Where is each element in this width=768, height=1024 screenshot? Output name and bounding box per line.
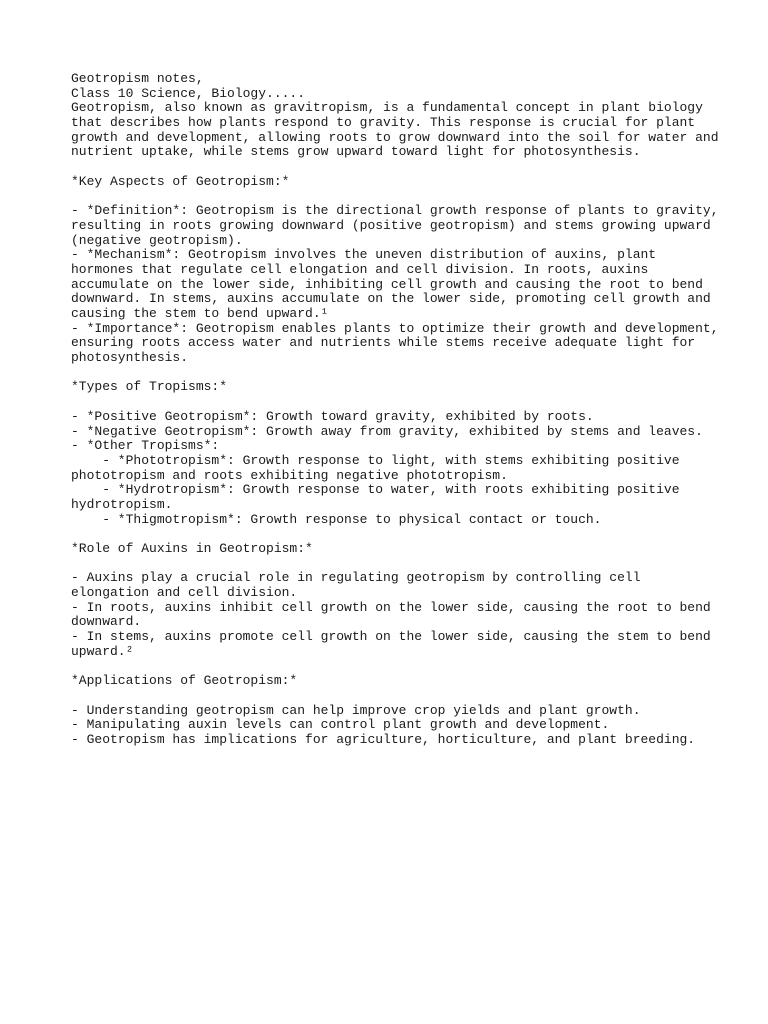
list-item-line: downward. In stems, auxins accumulate on the lower side, promoting cell growth and [71, 291, 711, 307]
doc-subtitle: Class 10 Science, Biology..... [71, 85, 306, 101]
paragraph-line: that describes how plants respond to gravity. This response is crucial for plant [71, 115, 696, 131]
list-item-line: - Auxins play a crucial role in regulating geotropism by controlling cell [71, 570, 641, 586]
list-item-line: photosynthesis. [71, 350, 189, 366]
intro-paragraph [71, 101, 731, 160]
list-item-line: - Understanding geotropism can help improve crop yields and plant growth. [71, 702, 641, 718]
section-role-of-auxins [71, 542, 731, 660]
list-item-line: accumulate on the lower side, inhibiting cell growth and causing the root to bend [71, 276, 703, 292]
spacer [71, 160, 731, 175]
list-item-line: - Geotropism has implications for agriculture, horticulture, and plant breeding. [71, 731, 696, 747]
list-item-line: - *Mechanism*: Geotropism involves the uneven distribution of auxins, plant [71, 247, 657, 263]
list-item-line: - *Importance*: Geotropism enables plants to optimize their growth and development, [71, 320, 719, 336]
list-item-line: ensuring roots access water and nutrients while stems receive adequate light for [71, 335, 696, 351]
section-types-of-tropisms [71, 380, 731, 527]
list-item-line: - In stems, auxins promote cell growth on the lower side, causing the stem to bend [71, 629, 711, 645]
spacer [71, 395, 731, 410]
list-item-line: downward. [71, 614, 142, 630]
spacer [71, 366, 731, 381]
section-heading: *Role of Auxins in Geotropism:* [71, 541, 313, 556]
section-heading: *Key Aspects of Geotropism:* [71, 173, 290, 189]
document-header [71, 72, 731, 101]
spacer [71, 190, 731, 205]
list-item-line: - *Thigmotropism*: Growth response to physical contact or touch. [71, 511, 602, 527]
list-item-line: - *Negative Geotropism*: Growth away from gravity, exhibited by stems and leaves. [71, 423, 703, 439]
list-item-line: hormones that regulate cell elongation and cell division. In roots, auxins [71, 261, 649, 277]
list-item-line: upward.² [71, 643, 134, 659]
list-item-line: - *Phototropism*: Growth response to light, with stems exhibiting positive [71, 452, 680, 468]
paragraph-line: growth and development, allowing roots to grow downward into the soil for water and [71, 129, 719, 145]
list-item-line: - In roots, auxins inhibit cell growth on the lower side, causing the root to bend [71, 599, 711, 615]
spacer [71, 660, 731, 675]
section-heading: *Types of Tropisms:* [71, 379, 228, 395]
spacer [71, 689, 731, 704]
list-item-line: - *Definition*: Geotropism is the directional growth response of plants to gravity, [71, 203, 719, 219]
section-applications [71, 674, 731, 747]
list-item-line: - *Other Tropisms*: [71, 438, 220, 454]
section-key-aspects [71, 175, 731, 366]
spacer [71, 557, 731, 572]
list-item-line: phototropism and roots exhibiting negative phototropism. [71, 467, 508, 483]
list-item-line: hydrotropism. [71, 496, 173, 512]
list-item-line: - *Hydrotropism*: Growth response to water, with roots exhibiting positive [71, 482, 680, 498]
list-item-line: (negative geotropism). [71, 232, 243, 248]
section-heading: *Applications of Geotropism:* [71, 673, 298, 689]
doc-title: Geotropism notes, [71, 71, 204, 86]
paragraph-line: Geotropism, also known as gravitropism, is a fundamental concept in plant biology [71, 100, 703, 116]
document-page [71, 72, 731, 748]
list-item-line: resulting in roots growing downward (positive geotropism) and stems growing upward [71, 217, 711, 233]
list-item-line: - Manipulating auxin levels can control plant growth and development. [71, 717, 610, 733]
list-item-line: causing the stem to bend upward.¹ [71, 306, 329, 321]
list-item-line: elongation and cell division. [71, 585, 298, 601]
spacer [71, 527, 731, 542]
paragraph-line: nutrient uptake, while stems grow upward toward light for photosynthesis. [71, 144, 641, 160]
list-item-line: - *Positive Geotropism*: Growth toward gravity, exhibited by roots. [71, 408, 594, 424]
